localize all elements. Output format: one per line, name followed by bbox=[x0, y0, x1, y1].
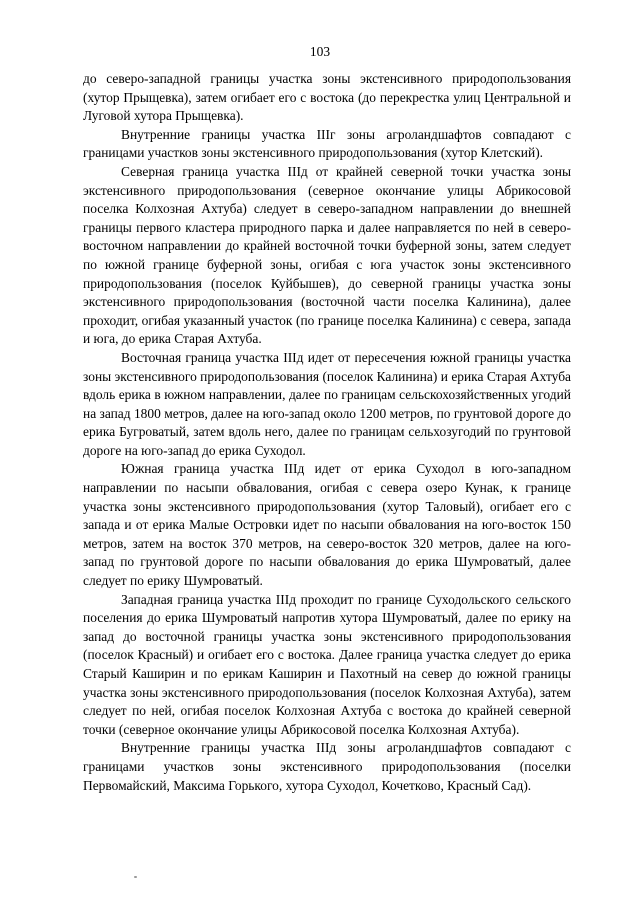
scan-speck bbox=[134, 876, 137, 878]
paragraph-east-border-3d: Восточная граница участка IIIд идет от пересечения южной границы участка зоны экстенсивного природопользования (поселок Калинина) и ерика Старая Ахтуба вдоль ерика в южном направлении, далее по границам сельскохозяйственных угодий на запад 1800 метров, далее на юго-запад около 1200 метров, по грунтовой дороге до ерика Бугроватый, затем вдоль него, далее по границам сельхозугодий по грунтовой дороге на юго-запад до ерика Суходол. bbox=[83, 349, 571, 458]
paragraph-inner-borders-3d: Внутренние границы участка IIIд зоны агроландшафтов совпадают с границами участков зоны экстенсивного природопользования (поселки Первомайский, Максима Горького, хутора Суходол, Кочетково, Красный Сад). bbox=[83, 740, 571, 793]
paragraph-west-border-3d: Западная граница участка IIIд проходит по границе Суходольского сельского поселения до ерика Шумроватый напротив хутора Шумроватый, далее по ерику на запад до восточной границы участка зоны экстенсивного природопользования (поселок Красный) и огибает его с востока. Далее граница участка следует до ерика Старый Каширин и по ерикам Каширин и Пахотный на север до южной границы участка зоны экстенсивного природопользования (поселок Колхозная Ахтуба), затем следует по ней, огибая поселок Колхозная Ахтуба с востока до крайней северной точки (северное окончание улицы Абрикосовой поселка Колхозная Ахтуба). bbox=[83, 591, 571, 737]
paragraph-continuation: до северо-западной границы участка зоны экстенсивного природопользования (хутор Прыщевка), затем огибает его с востока (до перекрестка улиц Центральной и Луговой хутора Прыщевка). bbox=[83, 71, 571, 124]
paragraph-south-border-3d: Южная граница участка IIIд идет от ерика Суходол в юго-западном направлении по насыпи обвалования, огибая с севера озеро Кунак, к границе участка зоны экстенсивного природопользования (хутор Таловый), огибает его с запада и от ерика Малые Островки идет по насыпи обвалования на юго-восток 150 метров, затем на восток 370 метров, на северо-восток 320 метров, далее на юго-запад по грунтовой дороге по насыпи обвалования до ерика Шумроватый, далее следует по ерику Шумроватый. bbox=[83, 461, 571, 589]
paragraph-north-border-3d: Северная граница участка IIIд от крайней северной точки участка зоны экстенсивного природопользования (северное окончание улицы Абрикосовой поселка Колхозная Ахтуба) следует в северо-западном направлении до внешней границы первого кластера природного парка и далее направляется по ней в северо-восточном направлении до крайней восточной точки буферной зоны, затем следует по южной границе буферной зоны, огибая с юга участок зоны экстенсивного природопользования (поселок Куйбышев), до северной границы участка зоны экстенсивного природопользования (восточной части поселка Калинина), далее проходит, огибая указанный участок (по границе поселка Калинина) с севера, запада и юга, до ерика Старая Ахтуба. bbox=[83, 163, 571, 347]
paragraph-inner-borders-3g: Внутренние границы участка IIIг зоны агроландшафтов совпадают с границами участков зоны экстенсивного природопользования (хутор Клетский). bbox=[83, 126, 571, 161]
page-number: 103 bbox=[309, 44, 331, 59]
document-body bbox=[83, 70, 571, 795]
